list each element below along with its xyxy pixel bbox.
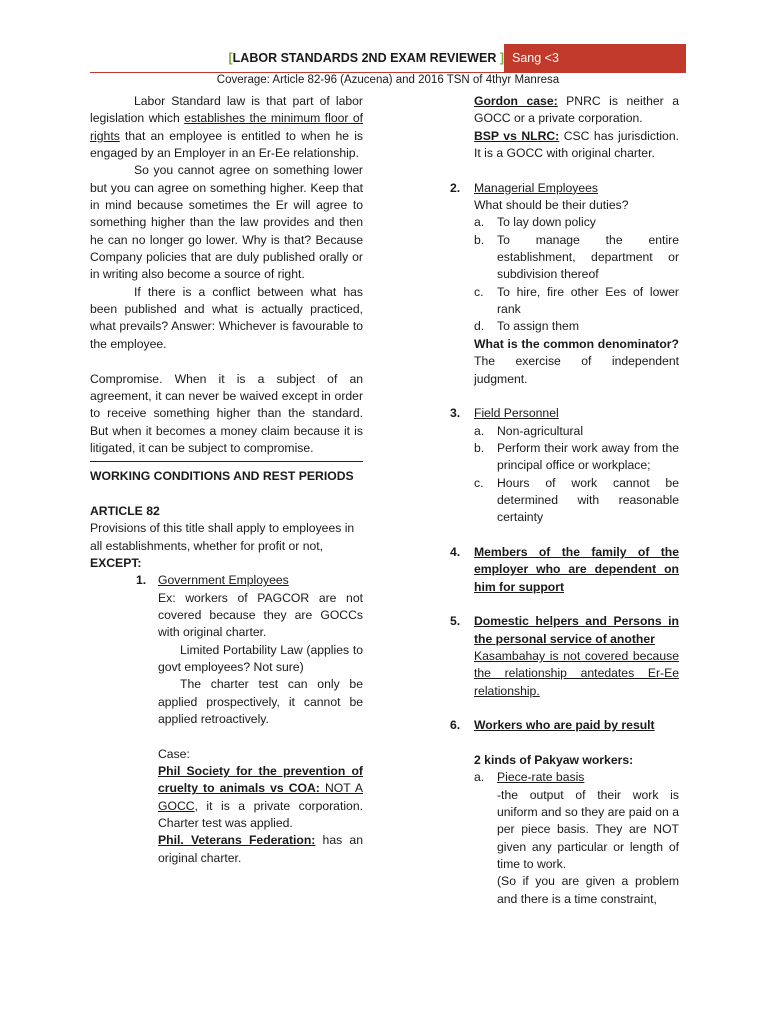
list-item — [474, 214, 679, 231]
right-column — [450, 93, 680, 908]
header-bracket-close: ] — [499, 51, 504, 65]
item-number: 1. — [136, 573, 147, 588]
piece-rate-text: -the output of their work is uniform and so they are paid on a per piece basis. They are NOT given any particular or length of time to work. — [497, 787, 679, 872]
item-number: 6. — [450, 718, 461, 733]
except-label: EXCEPT: — [90, 555, 142, 570]
list-item — [474, 232, 679, 284]
item-title: Workers who are paid by result — [474, 718, 655, 733]
article-heading: ARTICLE 82 — [90, 503, 160, 518]
item-number: 2. — [450, 180, 461, 195]
header-title-block — [90, 44, 504, 73]
list-item — [474, 440, 679, 475]
list-text: To manage the entire establishment, department or subdivision thereof — [497, 232, 679, 282]
item5-text: Kasambahay is not covered because the relationship antedates Er-Ee relationship. — [474, 649, 679, 698]
intro-paragraph — [90, 93, 363, 162]
section-heading: WORKING CONDITIONS AND REST PERIODS — [90, 469, 354, 484]
bsp-case — [474, 128, 679, 163]
list-item — [474, 318, 679, 335]
paragraph-2: So you cannot agree on something lower but you can agree on something higher. Keep that in mind because sometimes the Er will agree to something higher than the law provides and then he can no longer go lower. Why is that? Because Company policies that are duly published orally or in writing also become a source of right. — [90, 163, 363, 282]
item2-common-denominator — [474, 336, 679, 388]
list-marker: a. — [474, 215, 485, 230]
item-title: Members of the family of the employer who are dependent on him for support — [474, 544, 679, 594]
header-tag: Sang <3 — [504, 44, 686, 73]
exception-item-5 — [450, 613, 679, 700]
piece-rate-item — [474, 769, 679, 908]
item-title: Field Personnel — [474, 406, 559, 421]
coverage-line: Coverage: Article 82-96 (Azucena) and 2016 TSN of 4thyr Manresa — [216, 74, 560, 86]
item-title: Government Employees — [158, 573, 289, 588]
list-marker: a. — [474, 423, 485, 438]
piece-rate-note: (So if you are given a problem and there is a time constraint, — [497, 874, 679, 906]
item1-portability: Limited Portability Law (applies to govt employees? Not sure) — [158, 642, 363, 674]
bsp-text: CSC has jurisdiction. It is a GOCC with original charter. — [474, 128, 679, 161]
paragraph-3: If there is a conflict between what has been published and what is actually practiced, what prevails? Answer: Whichever is favourable to the employee. — [90, 284, 363, 351]
gordon-text: PNRC is neither a GOCC or a private corporation. — [474, 94, 680, 126]
list-item — [474, 475, 679, 527]
item-number: 3. — [450, 406, 461, 421]
gordon-case — [474, 93, 679, 128]
item-number: 5. — [450, 614, 461, 629]
list-text: To lay down policy — [497, 215, 596, 230]
case-1 — [158, 763, 363, 832]
header-title: LABOR STANDARDS 2ND EXAM REVIEWER — [232, 51, 497, 65]
list-text: Non-agricultural — [497, 423, 584, 438]
intro-text-a: Labor Standard law is that part of labor legislation which — [90, 94, 363, 126]
piece-rate-title: Piece-rate basis — [497, 770, 585, 785]
list-marker: b. — [474, 440, 485, 455]
exception-item-1 — [90, 572, 363, 589]
exception-item-6 — [450, 717, 679, 734]
article-text: Provisions of this title shall apply to employees in all establishments, whether for profit or not, — [90, 521, 355, 553]
section-divider — [90, 461, 363, 462]
list-item — [474, 284, 679, 319]
exception-item-4 — [450, 544, 679, 596]
exception-item-1-body — [90, 590, 363, 868]
case-2-title: Phil. Veterans Federation: — [158, 833, 316, 848]
intro-text-b: that an employee is entitled to when he is engaged by an Employer in an Er-Ee relationship. — [90, 128, 363, 161]
list-marker: a. — [474, 770, 485, 785]
list-item — [474, 423, 679, 440]
case-2-text: has an original charter. — [158, 833, 363, 865]
common-a: The exercise of independent judgment. — [474, 354, 679, 386]
case-1-text: , it is a private corporation. Charter test was applied. — [158, 798, 363, 831]
item-title: Domestic helpers and Persons in the personal service of another — [474, 614, 679, 646]
item3-list — [474, 423, 679, 527]
item2-duties-list — [474, 214, 679, 335]
list-marker: c. — [474, 475, 484, 490]
case-2 — [158, 832, 363, 867]
case-1-title: Phil Society for the prevention of cruelty to animals vs COA: — [158, 764, 363, 796]
list-text: To hire, fire other Ees of lower rank — [497, 284, 679, 317]
list-text: Hours of work cannot be determined with reasonable certainty — [497, 475, 679, 525]
list-marker: b. — [474, 232, 485, 247]
left-column — [90, 93, 363, 867]
case-label: Case: — [158, 746, 190, 761]
exception-item-2 — [450, 180, 679, 197]
list-text: To assign them — [497, 319, 579, 334]
exception-item-3 — [450, 405, 679, 422]
compromise-paragraph: Compromise. When it is a subject of an agreement, it can never be waived except in order to receive something higher than the standard. But when it becomes a money claim because it is litigated, it can be subject to compromise. — [90, 371, 363, 455]
item1-charter-test: The charter test can only be applied prospectively, it cannot be applied retroactively. — [158, 677, 363, 727]
list-marker: d. — [474, 319, 485, 334]
item1-example: Ex: workers of PAGCOR are not covered because they are GOCCs with original charter. — [158, 590, 363, 640]
pakyaw-heading: 2 kinds of Pakyaw workers: — [474, 753, 634, 768]
list-marker: c. — [474, 284, 484, 299]
item2-question: What should be their duties? — [474, 198, 629, 213]
list-text: Perform their work away from the principal office or workplace; — [497, 440, 679, 473]
bsp-title: BSP vs NLRC: — [474, 128, 560, 143]
intro-text-underlined: establishes the minimum floor of rights — [90, 111, 363, 143]
item-title: Managerial Employees — [474, 180, 598, 195]
gordon-title: Gordon case: — [474, 94, 558, 108]
case-1-text-underlined: NOT A GOCC — [158, 781, 363, 813]
common-q: What is the common denominator? — [474, 336, 679, 351]
page-header — [90, 44, 686, 73]
item-number: 4. — [450, 544, 461, 559]
header-bracket-open: [ — [228, 51, 233, 65]
